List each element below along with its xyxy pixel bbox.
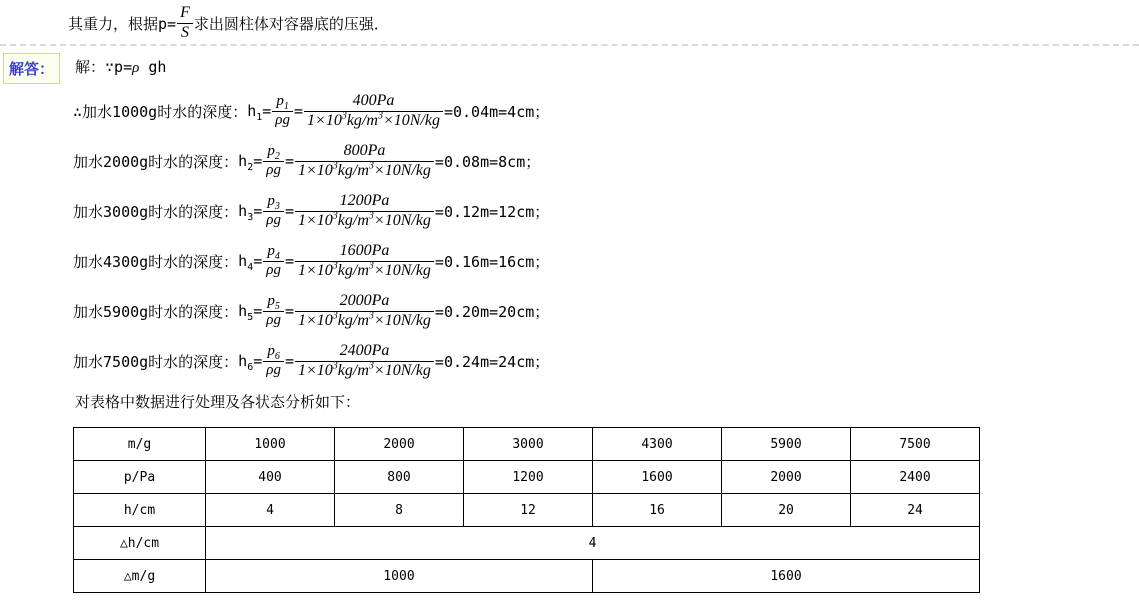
table-body [74, 428, 980, 593]
denominator-segment: kg/m [346, 111, 378, 129]
fraction-denominator [295, 261, 434, 280]
denominator-segment: 3 [377, 110, 383, 122]
answer-section [0, 51, 1139, 593]
fraction-denominator: ρg [263, 261, 284, 279]
denominator-segment: 3 [332, 360, 338, 372]
fraction-numerator: $p_5$ [267, 293, 280, 313]
equation-prefix: 加水2000g时水的深度： [73, 152, 239, 171]
solution-suffix: gh [139, 58, 167, 76]
answer-label: 解答： [3, 53, 60, 84]
table-row [74, 527, 980, 560]
h-subscript: 1 [256, 112, 263, 123]
denominator-segment: 3 [332, 260, 338, 272]
denominator-segment: 3 [368, 360, 374, 372]
denominator-segment: 3 [368, 210, 374, 222]
fraction-denominator: ρg [263, 161, 284, 179]
equals-sign: = [253, 152, 263, 170]
equals-sign: = [253, 252, 263, 270]
row-label: △h/cm [74, 527, 206, 560]
equations [73, 86, 1139, 386]
fraction-numerator: $p_4$ [267, 243, 280, 263]
p-over-rho-g-fraction [263, 193, 284, 229]
denominator-segment: 3 [368, 310, 374, 322]
p-subscript: 2 [274, 151, 280, 163]
equation-row [73, 236, 1139, 286]
equals-sign: = [284, 252, 294, 270]
intro-text-before: 其重力，根据p= [68, 14, 177, 33]
equals-sign: = [262, 102, 272, 120]
equals-sign: = [294, 102, 304, 120]
h-subscript: 6 [247, 362, 254, 373]
equation-result: =0.08m=8cm； [434, 152, 541, 171]
table-row [74, 560, 980, 593]
fraction-numerator: 800Pa [343, 142, 386, 160]
intro-fraction [177, 4, 193, 42]
equation-row [73, 286, 1139, 336]
value-fraction [304, 92, 443, 130]
equation-prefix: 加水4300g时水的深度： [73, 252, 239, 271]
equation-prefix: 加水7500g时水的深度： [73, 352, 239, 371]
row-label: m/g [74, 428, 206, 461]
p-subscript: 3 [274, 201, 280, 213]
h-subscript: 4 [247, 262, 254, 273]
table-row [74, 428, 980, 461]
p-over-rho-g-fraction [263, 243, 284, 279]
value-fraction [295, 292, 434, 330]
fraction-numerator: $p_3$ [267, 193, 280, 213]
table-cell: 4 [206, 494, 335, 527]
fraction-denominator: ρg [263, 211, 284, 229]
table-cell: 1200 [464, 461, 593, 494]
table-cell: 2000 [335, 428, 464, 461]
denominator-segment: 3 [332, 210, 338, 222]
denominator-segment: 1×10 [298, 361, 333, 379]
table-cell: 3000 [464, 428, 593, 461]
denominator-segment: kg/m [337, 211, 369, 229]
equals-sign: = [284, 152, 294, 170]
denominator-segment: ×10N/kg [373, 161, 431, 179]
table-cell: 5900 [722, 428, 851, 461]
equation-row [73, 136, 1139, 186]
value-fraction [295, 242, 434, 280]
denominator-segment: 1×10 [298, 211, 333, 229]
fraction-numerator: 1600Pa [339, 242, 390, 260]
fraction-denominator [295, 311, 434, 330]
equation-result: =0.04m=4cm； [443, 102, 550, 121]
fraction-denominator: S [177, 23, 193, 42]
fraction-numerator: 2000Pa [339, 292, 390, 310]
fraction-numerator: 2400Pa [339, 342, 390, 360]
table-cell: 8 [335, 494, 464, 527]
denominator-segment: 1×10 [298, 311, 333, 329]
h-subscript: 2 [247, 162, 254, 173]
fraction-denominator: ρg [263, 361, 284, 379]
fraction-denominator: ρg [272, 111, 293, 129]
table-cell: 20 [722, 494, 851, 527]
denominator-segment: ×10N/kg [373, 361, 431, 379]
table-cell: 7500 [851, 428, 980, 461]
dashed-divider [0, 44, 1139, 46]
p-subscript: 6 [274, 351, 280, 363]
p-over-rho-g-fraction [263, 343, 284, 379]
p-over-rho-g-fraction [272, 93, 293, 129]
denominator-segment: 3 [368, 260, 374, 272]
fraction-numerator: $p_6$ [267, 343, 280, 363]
equation-prefix: 加水3000g时水的深度： [73, 202, 239, 221]
h-variable: $h_2$ [238, 152, 254, 173]
denominator-segment: 3 [368, 160, 374, 172]
table-row [74, 461, 980, 494]
equation-result: =0.24m=24cm； [434, 352, 550, 371]
denominator-segment: 3 [332, 160, 338, 172]
equation-result: =0.12m=12cm； [434, 202, 550, 221]
equation-prefix: 加水5900g时水的深度： [73, 302, 239, 321]
denominator-segment: ×10N/kg [373, 211, 431, 229]
table-cell: 1000 [206, 428, 335, 461]
equals-sign: = [253, 202, 263, 220]
h-variable: $h_1$ [247, 102, 263, 123]
denominator-segment: 1×10 [298, 261, 333, 279]
fraction-denominator [304, 111, 443, 130]
p-subscript: 5 [274, 301, 280, 313]
equation-row [73, 186, 1139, 236]
fraction-numerator: 1200Pa [339, 192, 390, 210]
denominator-segment: 1×10 [298, 161, 333, 179]
row-label: △m/g [74, 560, 206, 593]
denominator-segment: ×10N/kg [382, 111, 440, 129]
fraction-denominator [295, 211, 434, 230]
p-over-rho-g-fraction [263, 293, 284, 329]
table-row [74, 494, 980, 527]
denominator-segment: 3 [341, 110, 347, 122]
equals-sign: = [253, 352, 263, 370]
denominator-segment: kg/m [337, 261, 369, 279]
p-subscript: 4 [274, 251, 280, 263]
denominator-segment: kg/m [337, 311, 369, 329]
rho-symbol: ρ [132, 60, 140, 76]
intro-line [0, 0, 1139, 40]
table-cell: 1600 [593, 560, 980, 593]
h-subscript: 3 [247, 212, 254, 223]
h-subscript: 5 [247, 312, 254, 323]
fraction-numerator: $p_2$ [267, 143, 280, 163]
denominator-segment: ×10N/kg [373, 261, 431, 279]
equation-row [73, 336, 1139, 386]
answer-content [73, 51, 1139, 593]
table-cell: 400 [206, 461, 335, 494]
row-label: p/Pa [74, 461, 206, 494]
h-variable: $h_3$ [238, 202, 254, 223]
value-fraction [295, 142, 434, 180]
fraction-numerator: F [180, 4, 190, 22]
fraction-denominator [295, 361, 434, 380]
analysis-line: 对表格中数据进行处理及各状态分析如下： [75, 393, 361, 411]
equals-sign: = [284, 302, 294, 320]
value-fraction [295, 192, 434, 230]
table-cell: 24 [851, 494, 980, 527]
equals-sign: = [284, 202, 294, 220]
fraction-denominator [295, 161, 434, 180]
equation-row [73, 86, 1139, 136]
denominator-segment: 3 [332, 310, 338, 322]
equation-result: =0.20m=20cm； [434, 302, 550, 321]
denominator-segment: kg/m [337, 161, 369, 179]
data-table [73, 427, 980, 593]
solution-first-line [73, 51, 1139, 86]
table-cell: 1000 [206, 560, 593, 593]
equals-sign: = [253, 302, 263, 320]
denominator-segment: ×10N/kg [373, 311, 431, 329]
value-fraction [295, 342, 434, 380]
h-variable: $h_5$ [238, 302, 254, 323]
table-cell: 4 [206, 527, 980, 560]
intro-text-after: 求出圆柱体对容器底的压强． [193, 14, 389, 33]
table-cell: 16 [593, 494, 722, 527]
table-cell: 4300 [593, 428, 722, 461]
equals-sign: = [284, 352, 294, 370]
table-cell: 12 [464, 494, 593, 527]
p-subscript: 1 [283, 101, 289, 113]
table-cell: 2400 [851, 461, 980, 494]
table-cell: 1600 [593, 461, 722, 494]
equation-result: =0.16m=16cm； [434, 252, 550, 271]
table-cell: 800 [335, 461, 464, 494]
h-variable: $h_4$ [238, 252, 254, 273]
table-cell: 2000 [722, 461, 851, 494]
solution-prefix: 解：∵p= [75, 58, 133, 76]
fraction-denominator: ρg [263, 311, 284, 329]
row-label: h/cm [74, 494, 206, 527]
fraction-numerator: 400Pa [352, 92, 395, 110]
denominator-segment: kg/m [337, 361, 369, 379]
denominator-segment: 1×10 [307, 111, 342, 129]
p-over-rho-g-fraction [263, 143, 284, 179]
h-variable: $h_6$ [238, 352, 254, 373]
equation-prefix: ∴加水1000g时水的深度： [73, 102, 248, 121]
fraction-numerator: $p_1$ [276, 93, 289, 113]
